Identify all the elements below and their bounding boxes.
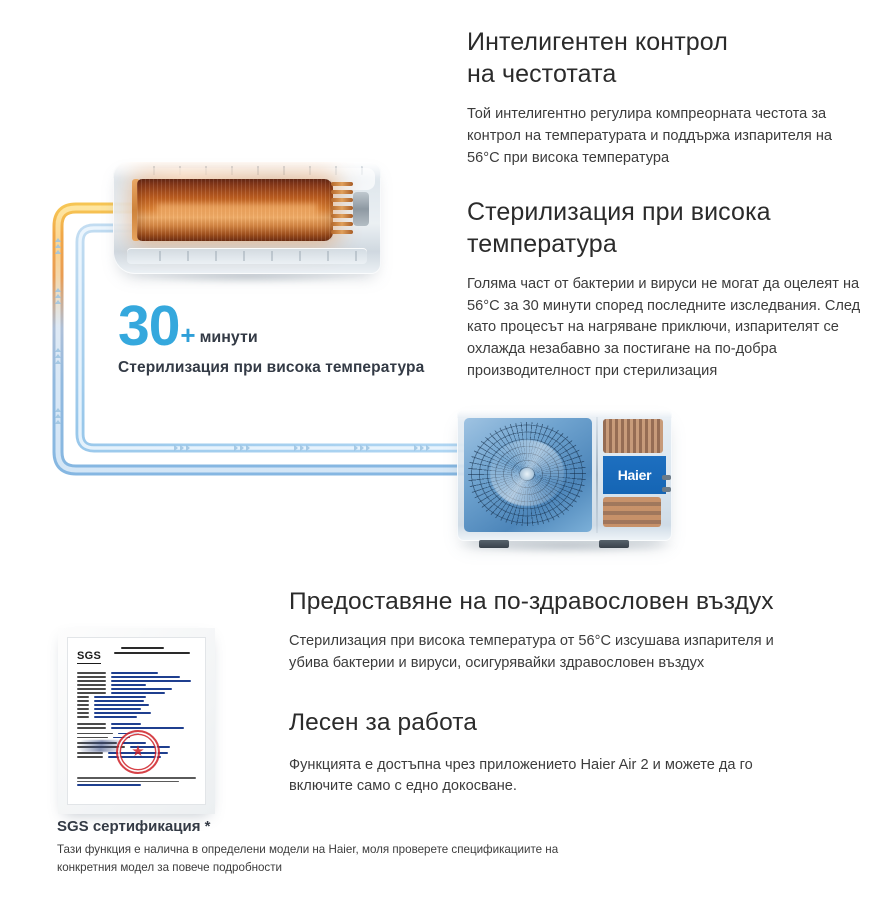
- fan-bay: [464, 418, 592, 532]
- bottom-copy-column: [289, 586, 809, 798]
- stat-value-row: [118, 294, 424, 358]
- stat-plus-sign: +: [180, 320, 196, 351]
- sgs-certificate-image: [58, 628, 215, 814]
- heading2-line-2: температура: [467, 229, 617, 258]
- heading-healthier-air: Предоставяне на по-здравословен въздух: [289, 588, 774, 615]
- heading-line-2: на честотата: [467, 60, 617, 88]
- stat-number: 30: [118, 294, 180, 358]
- service-valve-lower: [662, 487, 671, 492]
- heading-easy-operation: Лесен за работа: [289, 709, 478, 737]
- outdoor-unit-cabinet: [457, 409, 672, 541]
- paragraph-healthier-air: Стерилизация при висока температура от 56°C изсушава изпарителя и убива бактерии и вируси, осигурявайки здравословен въздух: [289, 633, 774, 672]
- fan-motor: [353, 192, 369, 226]
- paragraph-high-temperature-sterilization: Голяма част от бактерии и вируси не могат да оцелеят на 56°C за 30 минути според последните изследвания. След като процесът на нагряване приключи, изпарителят се охлажда незабавно за постигане на по-добра производителност при стерилизация: [467, 275, 861, 380]
- paragraph-easy-operation: Функцията е достъпна чрез приложението Haier Air 2 и можете да го включите само с едно докосване.: [289, 756, 753, 795]
- sgs-certification-title: SGS сертификация *: [57, 818, 211, 835]
- outdoor-unit-foot-left: [479, 540, 509, 548]
- outdoor-unit-illustration: [457, 409, 672, 541]
- condenser-coil-top: [603, 419, 663, 453]
- certificate-title-lines: [114, 647, 197, 657]
- coil-heat-glow: [157, 204, 318, 220]
- copper-pipe-bends: [331, 180, 355, 240]
- cabinet-divider: [596, 417, 598, 533]
- indoor-unit-casing: [113, 162, 381, 274]
- haier-logo: [603, 456, 666, 494]
- certificate-page: [67, 637, 206, 805]
- heading2-line-1: Стерилизация при висока: [467, 197, 771, 226]
- sgs-logo-text: SGS: [77, 650, 102, 662]
- compressor-coil-bottom: [603, 497, 661, 527]
- outdoor-unit-foot-right: [599, 540, 629, 548]
- indoor-unit-louver: [127, 248, 367, 264]
- heading-line-1: Интелигентен контрол: [467, 28, 728, 56]
- stat-subtitle: Стерилизация при висока температура: [118, 359, 425, 377]
- heading-intelligent-frequency-control: [467, 26, 867, 90]
- haier-logo-text: Haier: [617, 467, 652, 483]
- sgs-certification-note: Тази функция е налична в определени модели на Haier, моля проверете спецификациите на конкретния модел за повече подробности: [57, 843, 559, 874]
- heated-evaporator-coil: [137, 179, 333, 241]
- sgs-certification-footer: [57, 818, 577, 877]
- top-copy-column: [467, 26, 867, 383]
- heading-high-temperature-sterilization: [467, 196, 867, 260]
- sterilization-duration-stat: [118, 294, 425, 377]
- indoor-unit-illustration: [113, 162, 381, 274]
- service-valve-upper: [662, 475, 671, 480]
- fan-hub: [520, 468, 534, 480]
- stat-unit-label: минути: [199, 329, 258, 347]
- certificate-footer-lines: [77, 777, 196, 788]
- paragraph-intelligent-frequency-control: Той интелигентно регулира компреорната честота за контрол на температурата и поддържа изпарителя на 56°C при висока температура: [467, 106, 833, 166]
- certificate-red-stamp: [116, 730, 160, 774]
